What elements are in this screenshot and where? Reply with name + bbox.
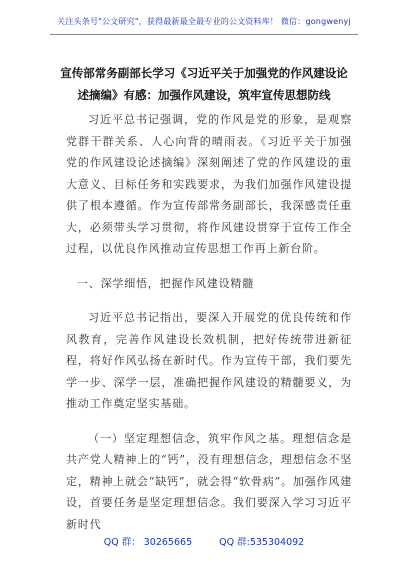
footer-qq-group-2: QQ 群:535304092 xyxy=(219,537,305,548)
paragraph-intro: 习近平总书记强调，党的作风是党的形象，是观察党群干群关系、人心向背的晴雨表。《习近平关于加强党的作风建设论述摘编》深刻阐述了党的作风建设的重大意义、目标任务和实践要求，为我们加强作风建设提供了根本遵循。作为宣传部常务副部长，我深感责任重大，必须带头学习贯彻，将作风建设贯穿于宣传工作全过程，以优良作风推动宣传思想工作再上新台阶。 xyxy=(66,113,352,255)
paragraph-subsection-1: （一）坚定理想信念，筑牢作风之基。理想信念是共产党人精神上的“钙”，没有理想信念，理想信念不坚定，精神上就会“缺钙”，就会得“软骨病”。加强作风建设，首要任务是坚定理想信念。我们要深入学习习近平新时代 xyxy=(66,431,352,531)
document-body xyxy=(66,109,352,548)
page-header-note: 关注头条号"公文研究"，获得最新最全最专业的公文资料库！ 微信：gongwenyj xyxy=(57,17,351,26)
paragraph-section-1: 习近平总书记指出，要深入开展党的优良传统和作风教育，完善作风建设长效机制，把好传统带进新征程，将好作风弘扬在新时代。作为宣传干部，我们要先学一步、深学一层，准确把握作风建设的精髓要义，为推动工作奠定坚实基础。 xyxy=(66,311,352,410)
document-title: 宣传部常务副部长学习《习近平关于加强党的作风建设论述摘编》有感：加强作风建设，筑牢宣传思想防线 xyxy=(60,66,348,102)
header-divider xyxy=(50,34,358,35)
page-footer xyxy=(0,534,408,548)
section-heading-1: 一、深学细悟，把握作风建设精髓 xyxy=(77,276,254,290)
footer-qq-group-1: QQ 群： 30265665 xyxy=(103,537,193,548)
